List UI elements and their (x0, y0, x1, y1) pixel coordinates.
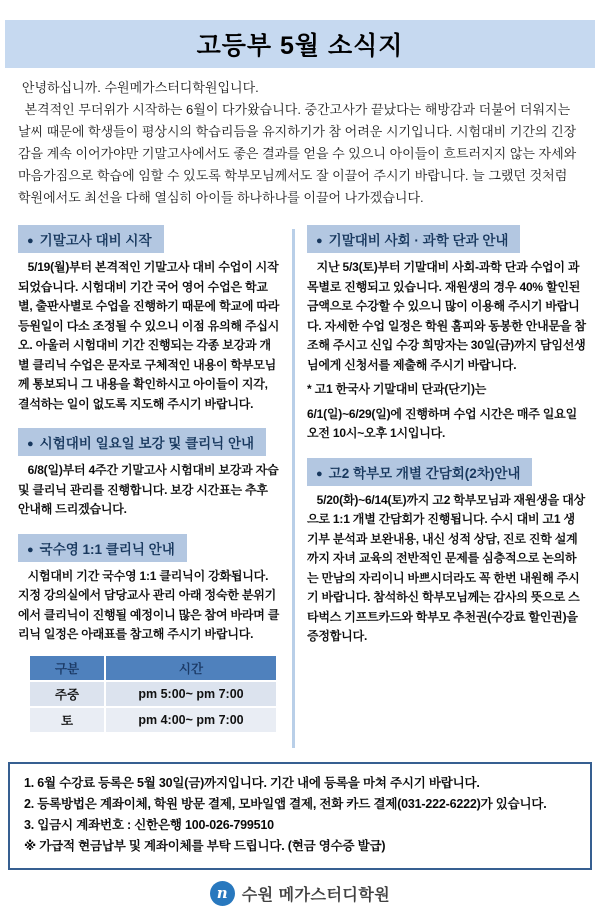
table-cell-time: pm 5:00~ pm 7:00 (105, 681, 277, 707)
academy-name: 수원 메가스터디학원 (241, 886, 391, 904)
notice-line: ※ 가급적 현금납부 및 계좌이체를 부탁 드립니다. (현금 영수증 발급) (24, 838, 386, 853)
section-body (18, 461, 280, 520)
notice-line: 3. 입금시 계좌번호 : 신한은행 100-026-799510 (24, 817, 274, 832)
section-paragraph: 시험대비 기간 국수영 1:1 클리닉이 강화됩니다. 지정 강의실에서 담당교사 관리 아래 정숙한 분위기에서 클리닉이 진행될 예정이니 많은 참여 바라며 클리닉 일정은 아래표를 참고해 주시기 바랍니다. (18, 568, 280, 641)
section-paragraph: 6/1(일)~6/29(일)에 진행하며 수업 시간은 매주 일요일 오전 10시~오후 1시입니다. (307, 406, 577, 440)
section-header-parent-meeting (307, 458, 532, 486)
intro-greeting: 안녕하십니까. 수원메가스터디학원입니다. (21, 80, 259, 95)
table-header-row (29, 655, 277, 681)
column-divider (292, 229, 295, 748)
table-header-category: 구분 (29, 655, 105, 681)
bullet-icon: ● (316, 467, 323, 480)
section-paragraph: 5/19(월)부터 본격적인 기말고사 대비 수업이 시작되었습니다. 시험대비 기간 국어 영어 수업은 학교별, 출판사별로 수업을 진행하기 때문에 학교에 따라 등원일이 다소 조정될 수 있으니 이점 유의해 주십시오. 아울러 시험대비 기간 진행되는 각종 보강과 개별 클리닉 수업은 문자로 구체적인 내용이 학부모님께 통보되니 그 내용을 확인하시고 아이들이 지각, 결석하는 일이 없도록 지도해 주시기 바랍니다. (18, 260, 280, 411)
two-column-layout (18, 225, 586, 748)
section-sunday-makeup-clinic (18, 428, 280, 520)
section-header-sunday-makeup-clinic (18, 428, 266, 456)
table-cell-time: pm 4:00~ pm 7:00 (105, 707, 277, 733)
intro-paragraph: 본격적인 무더위가 시작하는 6월이 다가왔습니다. 중간고사가 끝났다는 해방감과 더불어 더워지는 날씨 때문에 학생들이 평상시의 학습리듬을 유지하기가 참 어려운 시기입니다. 시험대비 기간의 긴장감을 계속 이어가야만 기말고사에서도 좋은 결과를 얻을 수 있으니 아이들이 흐트러지지 않는 자세와 마음가짐으로 학습에 임할 수 있도록 학부모님께서도 잘 이끌어 주시기 바랍니다. 늘 그랬던 것처럼 학원에서도 최선을 다해 열심히 아이들 하나하나를 이끌어 나가겠습니다. (18, 102, 577, 205)
section-title: 고2 학부모 개별 간담회(2차)안내 (328, 465, 521, 481)
section-header-social-science-course (307, 225, 520, 253)
section-header-one-on-one-clinic (18, 534, 187, 562)
section-title: 시험대비 일요일 보강 및 클리닉 안내 (39, 436, 255, 451)
table-row (29, 681, 277, 707)
bullet-icon: ● (316, 235, 323, 247)
megastudy-logo-icon: n (210, 881, 235, 906)
intro-block (18, 77, 582, 209)
section-final-exam-prep (18, 225, 280, 414)
section-title: 국수영 1:1 클리닉 안내 (39, 541, 175, 557)
section-paragraph: 6/8(일)부터 4주간 기말고사 시험대비 보강과 자습 및 클리닉 관리를 진행합니다. 보강 시간표는 추후 안내해 드리겠습니다. (18, 463, 279, 516)
section-title: 기말대비 사회 · 과학 단과 안내 (328, 233, 509, 248)
tuition-notice-box (8, 762, 592, 870)
section-body (307, 491, 586, 647)
section-body (18, 567, 280, 645)
notice-line: 1. 6월 수강료 등록은 5월 30일(금)까지입니다. 기간 내에 등록을 마쳐 주시기 바랍니다. (24, 775, 480, 790)
section-paragraph: 지난 5/3(토)부터 기말대비 사회-과학 단과 수업이 과목별로 진행되고 있습니다. 재원생의 경우 40% 할인된 금액으로 수강할 수 있으니 많이 이용해 주시기 바랍니다. 자세한 수업 일정은 학원 홈피와 동봉한 안내문을 참조해 주시고 신입 수강 희망자는 30일(금)까지 담임선생님에게 신청서를 제출해 주시기 바랍니다. (307, 260, 586, 372)
table-row (29, 707, 277, 733)
notice-line: 2. 등록방법은 계좌이체, 학원 방문 결제, 모바일앱 결제, 전화 카드 결제(031-222-6222)가 있습니다. (24, 796, 547, 811)
right-column (307, 225, 586, 748)
section-body (18, 258, 280, 414)
section-paragraph: * 고1 한국사 기말대비 단과(단기)는 (307, 382, 487, 396)
section-paragraph: 5/20(화)~6/14(토)까지 고2 학부모님과 재원생을 대상으로 1:1 개별 간담회가 진행됩니다. 수시 대비 고1 생기부 분석과 보완내용, 내신 성적 상담, 진로 진학 설계까지 자녀 교육의 전반적인 문제를 심층적으로 논의하는 만남의 자리이니 바쁘시더라도 꼭 한번 내원해 주시기 바랍니다. 참석하신 학부모님께는 감사의 뜻으로 스타벅스 기프트카드와 학부모 추천권(수강료 할인권)을 증정합니다. (307, 492, 585, 643)
section-social-science-course (307, 225, 586, 444)
section-body (307, 258, 586, 444)
table-cell-category: 토 (29, 707, 105, 733)
table-cell-category: 주중 (29, 681, 105, 707)
clinic-schedule-table (28, 654, 278, 734)
section-title: 기말고사 대비 시작 (39, 233, 152, 248)
newsletter-title-banner (5, 20, 595, 68)
page-title: 고등부 5월 소식지 (196, 32, 404, 60)
left-column (18, 225, 280, 748)
bullet-icon: ● (27, 543, 34, 556)
table-header-time: 시간 (105, 655, 277, 681)
footer-logo (0, 881, 600, 906)
bullet-icon: ● (27, 438, 34, 450)
section-header-final-exam-prep (18, 225, 164, 253)
section-one-on-one-clinic (18, 534, 280, 734)
section-parent-meeting (307, 458, 586, 647)
bullet-icon: ● (27, 235, 34, 247)
